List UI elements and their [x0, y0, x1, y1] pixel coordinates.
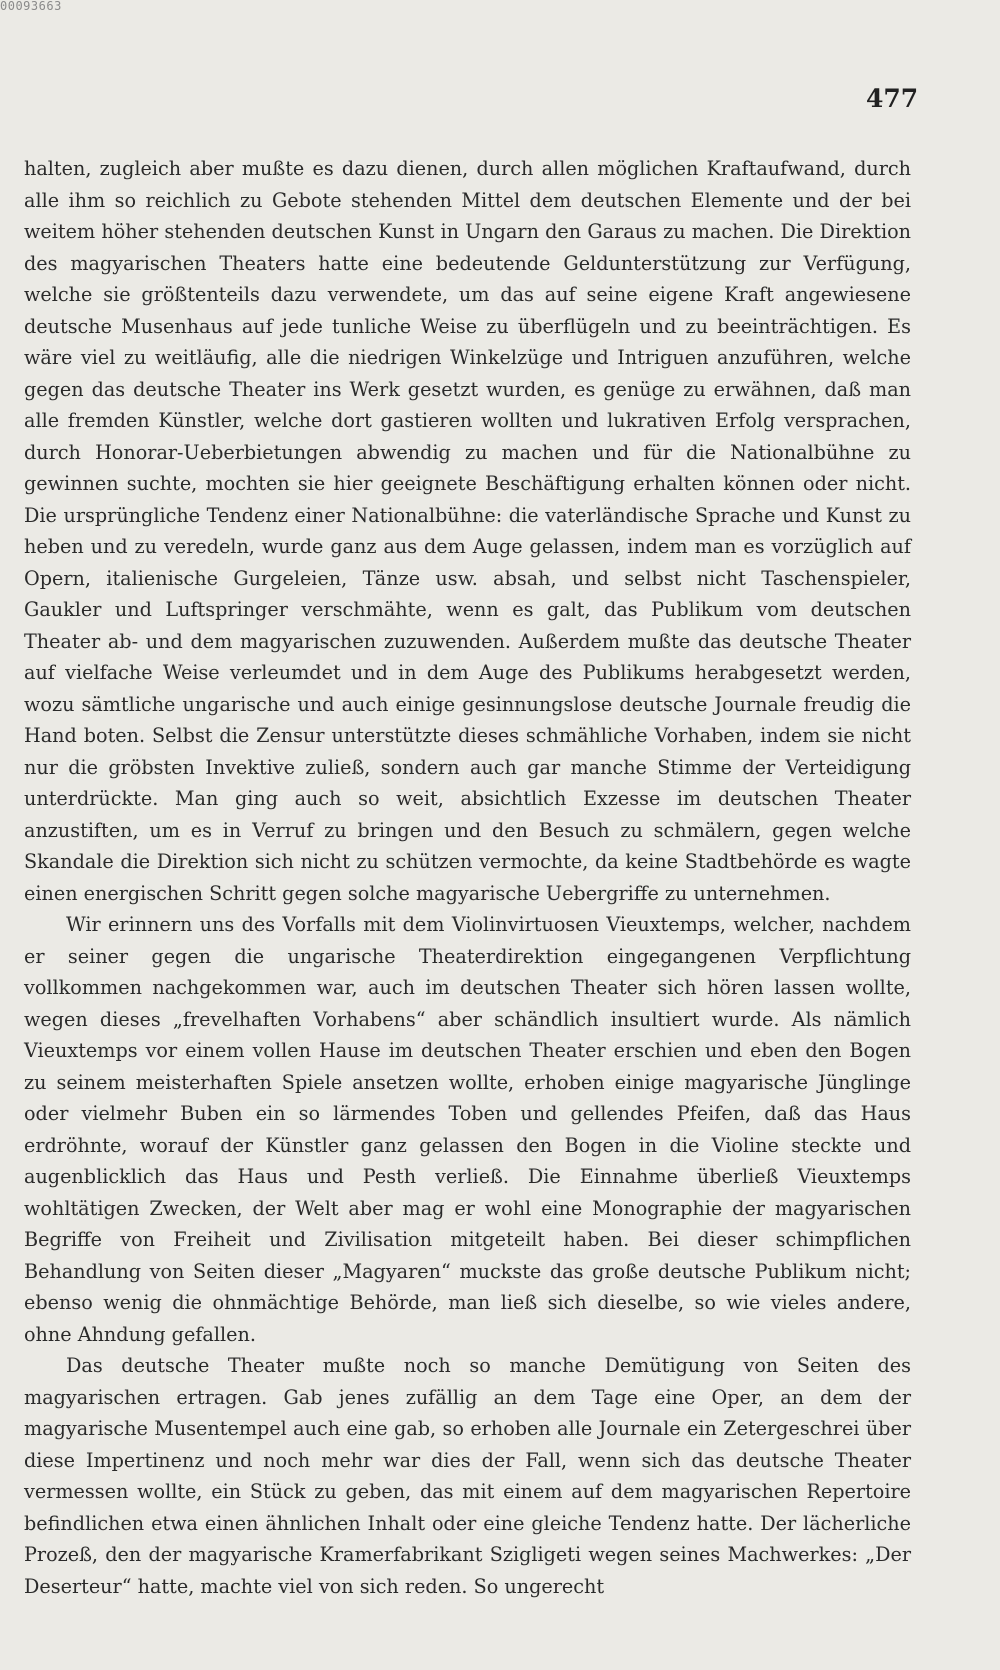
paragraph-2: Wir erinnern uns des Vorfalls mit dem Violinvirtuosen Vieuxtemps, welcher, nachdem er seiner gegen die ungarische Theaterdirektion eingegangenen Verpflichtung vollkommen nachgekommen war, auch im deutschen Theater sich hören lassen wollte, wegen dieses „frevelhaften Vorhabens“ aber schändlich insultiert wurde. Als nämlich Vieuxtemps vor einem vollen Hause im deutschen Theater erschien und eben den Bogen zu seinem meisterhaften Spiele ansetzen wollte, erhoben einige magyarische Jünglinge oder vielmehr Buben ein so lärmendes Toben und gellendes Pfeifen, daß das Haus erdröhnte, worauf der Künstler ganz gelassen den Bogen in die Violine steckte und augenblicklich das Haus und Pesth verließ. Die Einnahme überließ Vieuxtemps wohltätigen Zwecken, der Welt aber mag er wohl eine Monographie der magyarischen Begriffe von Freiheit und Zivilisation mitgeteilt haben. Bei dieser schimpflichen Behandlung von Seiten dieser „Magyaren“ muckste das große deutsche Publikum nicht; ebenso wenig die ohnmächtige Behörde, man ließ sich dieselbe, so wie vieles andere, ohne Ahndung gefallen. [24, 913, 911, 1346]
body-text [24, 153, 911, 1602]
scan-id-stub: 00093663 [0, 0, 62, 13]
paragraph-1: halten, zugleich aber mußte es dazu dienen, durch allen möglichen Kraftaufwand, durch alle ihm so reichlich zu Gebote stehenden Mittel dem deutschen Elemente und der bei weitem höher stehenden deutschen Kunst in Ungarn den Garaus zu machen. Die Direktion des magyarischen Theaters hatte eine bedeutende Geldunterstützung zur Verfügung, welche sie größtenteils dazu verwendete, um das auf seine eigene Kraft angewiesene deutsche Musenhaus auf jede tunliche Weise zu überflügeln und zu beeinträchtigen. Es wäre viel zu weitläufig, alle die niedrigen Winkelzüge und Intriguen anzuführen, welche gegen das deutsche Theater ins Werk gesetzt wurden, es genüge zu erwähnen, daß man alle fremden Künstler, welche dort gastieren wollten und lukrativen Erfolg versprachen, durch Honorar-Ueberbietungen abwendig zu machen und für die Nationalbühne zu gewinnen suchte, mochten sie hier geeignete Beschäftigung erhalten können oder nicht. Die ursprüngliche Tendenz einer Nationalbühne: die vaterländische Sprache und Kunst zu heben und zu veredeln, wurde ganz aus dem Auge gelassen, indem man es vorzüglich auf Opern, italienische Gurgeleien, Tänze usw. absah, und selbst nicht Taschenspieler, Gaukler und Luftspringer verschmähte, wenn es galt, das Publikum vom deutschen Theater ab- und dem magyarischen zuzuwenden. Außerdem mußte das deutsche Theater auf vielfache Weise verleumdet und in dem Auge des Publikums herabgesetzt werden, wozu sämtliche ungarische und auch einige gesinnungslose deutsche Journale freudig die Hand boten. Selbst die Zensur unterstützte dieses schmähliche Vorhaben, indem sie nicht nur die gröbsten Invektive zuließ, sondern auch gar manche Stimme der Verteidigung unterdrückte. Man ging auch so weit, absichtlich Exzesse im deutschen Theater anzustiften, um es in Verruf zu bringen und den Besuch zu schmälern, gegen welche Skandale die Direktion sich nicht zu schützen vermochte, da keine Stadtbehörde es wagte einen energischen Schritt gegen solche magyarische Uebergriffe zu unternehmen. [24, 157, 911, 905]
paragraph-3: Das deutsche Theater mußte noch so manche Demütigung von Seiten des magyarischen ertragen. Gab jenes zufällig an dem Tage eine Oper, an dem der magyarische Musentempel auch eine gab, so erhoben alle Journale ein Zetergeschrei über diese Impertinenz und noch mehr war dies der Fall, wenn sich das deutsche Theater vermessen wollte, ein Stück zu geben, das mit einem auf dem magyarischen Repertoire befindlichen etwa einen ähnlichen Inhalt oder eine gleiche Tendenz hatte. Der lächerliche Prozeß, den der magyarische Kramerfabrikant Szigligeti wegen seines Machwerkes: „Der Deserteur“ hatte, machte viel von sich reden. So ungerecht [24, 1354, 911, 1598]
page-number: 477 [866, 84, 919, 113]
